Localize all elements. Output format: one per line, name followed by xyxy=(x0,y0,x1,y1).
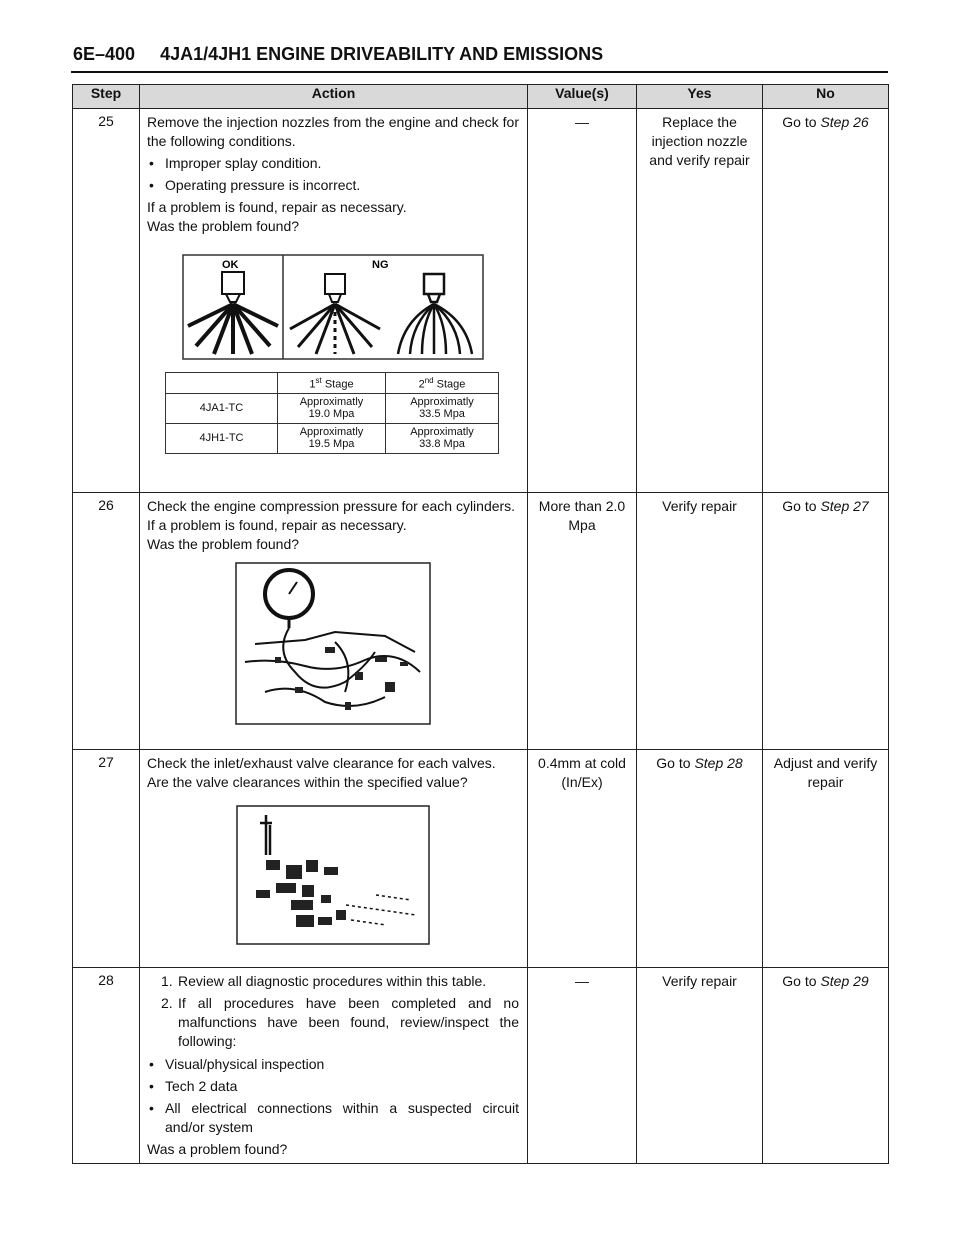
spec-corner xyxy=(166,373,278,394)
spec-stage1-value: Approximatly 19.0 Mpa xyxy=(278,393,386,423)
spec-row xyxy=(166,423,499,453)
action-text: Was a problem found? xyxy=(147,1141,288,1157)
list-item: • Tech 2 data xyxy=(147,1077,519,1096)
spec-model: 4JH1-TC xyxy=(166,423,278,453)
yes-cell: Go to Step 28 xyxy=(637,750,763,968)
section-title: 4JA1/4JH1 ENGINE DRIVEABILITY AND EMISSIONS xyxy=(160,44,604,64)
action-text: If a problem is found, repair as necessary. xyxy=(147,199,407,215)
header-rule xyxy=(71,71,888,73)
no-cell: Go to Step 29 xyxy=(763,968,889,1164)
list-item: • Improper splay condition. xyxy=(147,154,519,173)
action-text: Was the problem found? xyxy=(147,218,300,234)
step-number: 28 xyxy=(73,968,140,1164)
list-item: • Visual/physical inspection xyxy=(147,1055,519,1074)
step-reference: Step 29 xyxy=(820,973,869,989)
spec-header-stage1: 1st Stage xyxy=(278,373,386,394)
col-no: No xyxy=(763,85,889,109)
step-reference: Step 28 xyxy=(694,755,743,771)
step-reference: Step 26 xyxy=(820,114,869,130)
table-row xyxy=(73,750,889,968)
col-action: Action xyxy=(140,85,528,109)
action-cell xyxy=(140,493,528,750)
col-yes: Yes xyxy=(637,85,763,109)
yes-cell: Verify repair xyxy=(637,493,763,750)
spec-header-stage2: 2nd Stage xyxy=(386,373,499,394)
nozzle-spray-figure xyxy=(182,254,484,360)
step-reference: Step 27 xyxy=(820,498,869,514)
spec-table xyxy=(165,372,499,454)
action-text: If a problem is found, repair as necessary. xyxy=(147,517,407,533)
list-item: • All electrical connections within a suspected circuit and/or system xyxy=(147,1099,519,1137)
valve-clearance-figure xyxy=(236,805,430,945)
yes-cell: Replace the injection nozzle and verify repair xyxy=(637,109,763,493)
action-text: Remove the injection nozzles from the engine and check for the following conditions. xyxy=(147,114,519,149)
value-cell: 0.4mm at cold (In/Ex) xyxy=(528,750,637,968)
action-text: Was the problem found? xyxy=(147,536,300,552)
action-cell xyxy=(140,968,528,1164)
table-row xyxy=(73,493,889,750)
spec-stage1-value: Approximatly 19.5 Mpa xyxy=(278,423,386,453)
col-values: Value(s) xyxy=(528,85,637,109)
col-step: Step xyxy=(73,85,140,109)
value-cell: — xyxy=(528,109,637,493)
step-number: 27 xyxy=(73,750,140,968)
no-cell: Go to Step 27 xyxy=(763,493,889,750)
value-cell: — xyxy=(528,968,637,1164)
action-cell xyxy=(140,109,528,493)
ng-label: NG xyxy=(372,259,389,271)
step-number: 26 xyxy=(73,493,140,750)
diagnostic-table xyxy=(72,84,889,1164)
page-header xyxy=(73,44,888,65)
spec-stage2-value: Approximatly 33.5 Mpa xyxy=(386,393,499,423)
ok-label: OK xyxy=(222,259,239,271)
compression-gauge-figure xyxy=(235,562,431,725)
action-text: Check the inlet/exhaust valve clearance for each valves. xyxy=(147,755,496,771)
step-number: 25 xyxy=(73,109,140,493)
bullet-list xyxy=(147,1055,519,1137)
bullet-list xyxy=(147,154,519,195)
no-cell: Go to Step 26 xyxy=(763,109,889,493)
value-cell: More than 2.0 Mpa xyxy=(528,493,637,750)
action-text: Are the valve clearances within the specified value? xyxy=(147,774,468,790)
action-text: Check the engine compression pressure for each cylinders. xyxy=(147,498,516,514)
table-header-row xyxy=(73,85,889,109)
list-item: • Operating pressure is incorrect. xyxy=(147,176,519,195)
table-row xyxy=(73,109,889,493)
spec-model: 4JA1-TC xyxy=(166,393,278,423)
yes-cell: Verify repair xyxy=(637,968,763,1164)
header-title xyxy=(73,44,888,65)
list-item: 1. Review all diagnostic procedures within this table. xyxy=(161,973,487,989)
list-item: 2. If all procedures have been completed and no malfunctions have been found, review/inspect the following: xyxy=(161,995,519,1049)
numbered-list xyxy=(147,972,519,1051)
table-row xyxy=(73,968,889,1164)
no-cell: Adjust and verify repair xyxy=(763,750,889,968)
page-number: 6E–400 xyxy=(73,44,136,64)
action-cell xyxy=(140,750,528,968)
spec-stage2-value: Approximatly 33.8 Mpa xyxy=(386,423,499,453)
spec-row xyxy=(166,393,499,423)
